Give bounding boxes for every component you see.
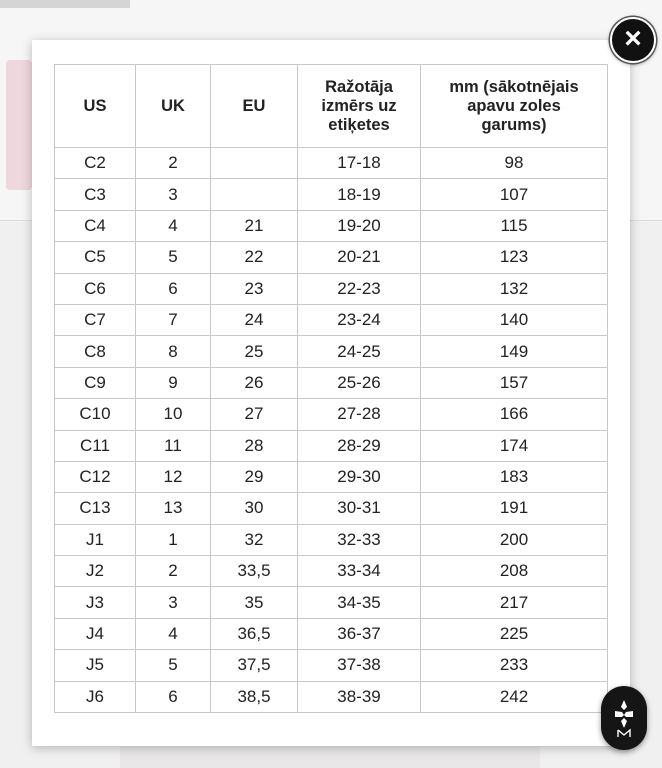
cell-uk: 3 — [136, 179, 211, 210]
cell-mm-length: 132 — [421, 273, 608, 304]
table-row — [55, 493, 608, 524]
header-mm-length: mm (sākotnējais apavu zoles garums) — [421, 65, 608, 148]
cell-uk: 11 — [136, 430, 211, 461]
cell-uk: 7 — [136, 304, 211, 335]
cell-manufacturer-size: 37-38 — [298, 650, 421, 681]
cell-us: C10 — [55, 399, 136, 430]
cell-mm-length: 208 — [421, 556, 608, 587]
cell-manufacturer-size: 20-21 — [298, 242, 421, 273]
table-row — [55, 587, 608, 618]
size-chart-modal — [32, 40, 630, 746]
cell-mm-length: 157 — [421, 367, 608, 398]
cell-mm-length: 183 — [421, 461, 608, 492]
cell-uk: 5 — [136, 650, 211, 681]
chat-widget-button[interactable] — [601, 686, 647, 750]
cell-eu: 27 — [211, 399, 298, 430]
cell-mm-length: 166 — [421, 399, 608, 430]
cell-manufacturer-size: 32-33 — [298, 524, 421, 555]
cell-mm-length: 107 — [421, 179, 608, 210]
cell-mm-length: 242 — [421, 681, 608, 712]
cell-us: C6 — [55, 273, 136, 304]
cell-uk: 9 — [136, 367, 211, 398]
table-row — [55, 524, 608, 555]
cell-us: J1 — [55, 524, 136, 555]
cell-us: J3 — [55, 587, 136, 618]
cell-eu: 22 — [211, 242, 298, 273]
cell-uk: 3 — [136, 587, 211, 618]
background-product-image — [6, 60, 32, 190]
cell-us: C2 — [55, 148, 136, 179]
cell-us: C5 — [55, 242, 136, 273]
table-header-row — [55, 65, 608, 148]
cell-eu: 30 — [211, 493, 298, 524]
table-row — [55, 367, 608, 398]
cell-mm-length: 225 — [421, 618, 608, 649]
cell-mm-length: 140 — [421, 304, 608, 335]
brand-chat-icon — [601, 686, 647, 750]
cell-uk: 4 — [136, 210, 211, 241]
table-row — [55, 336, 608, 367]
cell-eu: 25 — [211, 336, 298, 367]
cell-eu: 21 — [211, 210, 298, 241]
cell-manufacturer-size: 17-18 — [298, 148, 421, 179]
table-row — [55, 618, 608, 649]
cell-manufacturer-size: 34-35 — [298, 587, 421, 618]
cell-mm-length: 200 — [421, 524, 608, 555]
cell-manufacturer-size: 28-29 — [298, 430, 421, 461]
cell-uk: 10 — [136, 399, 211, 430]
cell-uk: 12 — [136, 461, 211, 492]
cell-eu: 26 — [211, 367, 298, 398]
cell-uk: 6 — [136, 681, 211, 712]
cell-manufacturer-size: 38-39 — [298, 681, 421, 712]
header-eu: EU — [211, 65, 298, 148]
cell-manufacturer-size: 25-26 — [298, 367, 421, 398]
cell-eu: 28 — [211, 430, 298, 461]
cell-uk: 2 — [136, 148, 211, 179]
header-us: US — [55, 65, 136, 148]
table-row — [55, 681, 608, 712]
table-row — [55, 304, 608, 335]
cell-manufacturer-size: 22-23 — [298, 273, 421, 304]
cell-manufacturer-size: 19-20 — [298, 210, 421, 241]
table-row — [55, 650, 608, 681]
cell-uk: 8 — [136, 336, 211, 367]
cell-mm-length: 123 — [421, 242, 608, 273]
size-chart-table — [54, 64, 608, 713]
cell-us: C4 — [55, 210, 136, 241]
cell-eu: 35 — [211, 587, 298, 618]
cell-eu: 24 — [211, 304, 298, 335]
cell-uk: 4 — [136, 618, 211, 649]
cell-manufacturer-size: 33-34 — [298, 556, 421, 587]
cell-us: J4 — [55, 618, 136, 649]
cell-eu: 33,5 — [211, 556, 298, 587]
cell-mm-length: 233 — [421, 650, 608, 681]
close-icon: × — [624, 22, 642, 55]
cell-us: C12 — [55, 461, 136, 492]
cell-uk: 5 — [136, 242, 211, 273]
cell-eu: 29 — [211, 461, 298, 492]
cell-us: C8 — [55, 336, 136, 367]
cell-eu: 36,5 — [211, 618, 298, 649]
cell-us: J6 — [55, 681, 136, 712]
table-row — [55, 461, 608, 492]
cell-us: J5 — [55, 650, 136, 681]
cell-mm-length: 217 — [421, 587, 608, 618]
cell-manufacturer-size: 24-25 — [298, 336, 421, 367]
cell-mm-length: 98 — [421, 148, 608, 179]
cell-uk: 2 — [136, 556, 211, 587]
close-button[interactable] — [610, 17, 656, 63]
cell-us: C9 — [55, 367, 136, 398]
cell-mm-length: 149 — [421, 336, 608, 367]
table-row — [55, 148, 608, 179]
cell-eu: 32 — [211, 524, 298, 555]
table-row — [55, 273, 608, 304]
cell-eu: 37,5 — [211, 650, 298, 681]
cell-uk: 1 — [136, 524, 211, 555]
cell-eu: 23 — [211, 273, 298, 304]
cell-us: C13 — [55, 493, 136, 524]
cell-us: J2 — [55, 556, 136, 587]
table-row — [55, 242, 608, 273]
cell-eu — [211, 148, 298, 179]
cell-manufacturer-size: 27-28 — [298, 399, 421, 430]
table-row — [55, 210, 608, 241]
table-row — [55, 399, 608, 430]
cell-mm-length: 174 — [421, 430, 608, 461]
cell-eu — [211, 179, 298, 210]
cell-manufacturer-size: 36-37 — [298, 618, 421, 649]
cell-manufacturer-size: 29-30 — [298, 461, 421, 492]
cell-manufacturer-size: 23-24 — [298, 304, 421, 335]
cell-eu: 38,5 — [211, 681, 298, 712]
cell-uk: 13 — [136, 493, 211, 524]
table-row — [55, 179, 608, 210]
cell-mm-length: 191 — [421, 493, 608, 524]
cell-mm-length: 115 — [421, 210, 608, 241]
cell-uk: 6 — [136, 273, 211, 304]
cell-us: C7 — [55, 304, 136, 335]
cell-us: C11 — [55, 430, 136, 461]
table-row — [55, 430, 608, 461]
background-text-fragment — [0, 0, 130, 8]
cell-us: C3 — [55, 179, 136, 210]
table-row — [55, 556, 608, 587]
header-uk: UK — [136, 65, 211, 148]
cell-manufacturer-size: 30-31 — [298, 493, 421, 524]
header-manufacturer-size: Ražotāja izmērs uz etiķetes — [298, 65, 421, 148]
cell-manufacturer-size: 18-19 — [298, 179, 421, 210]
